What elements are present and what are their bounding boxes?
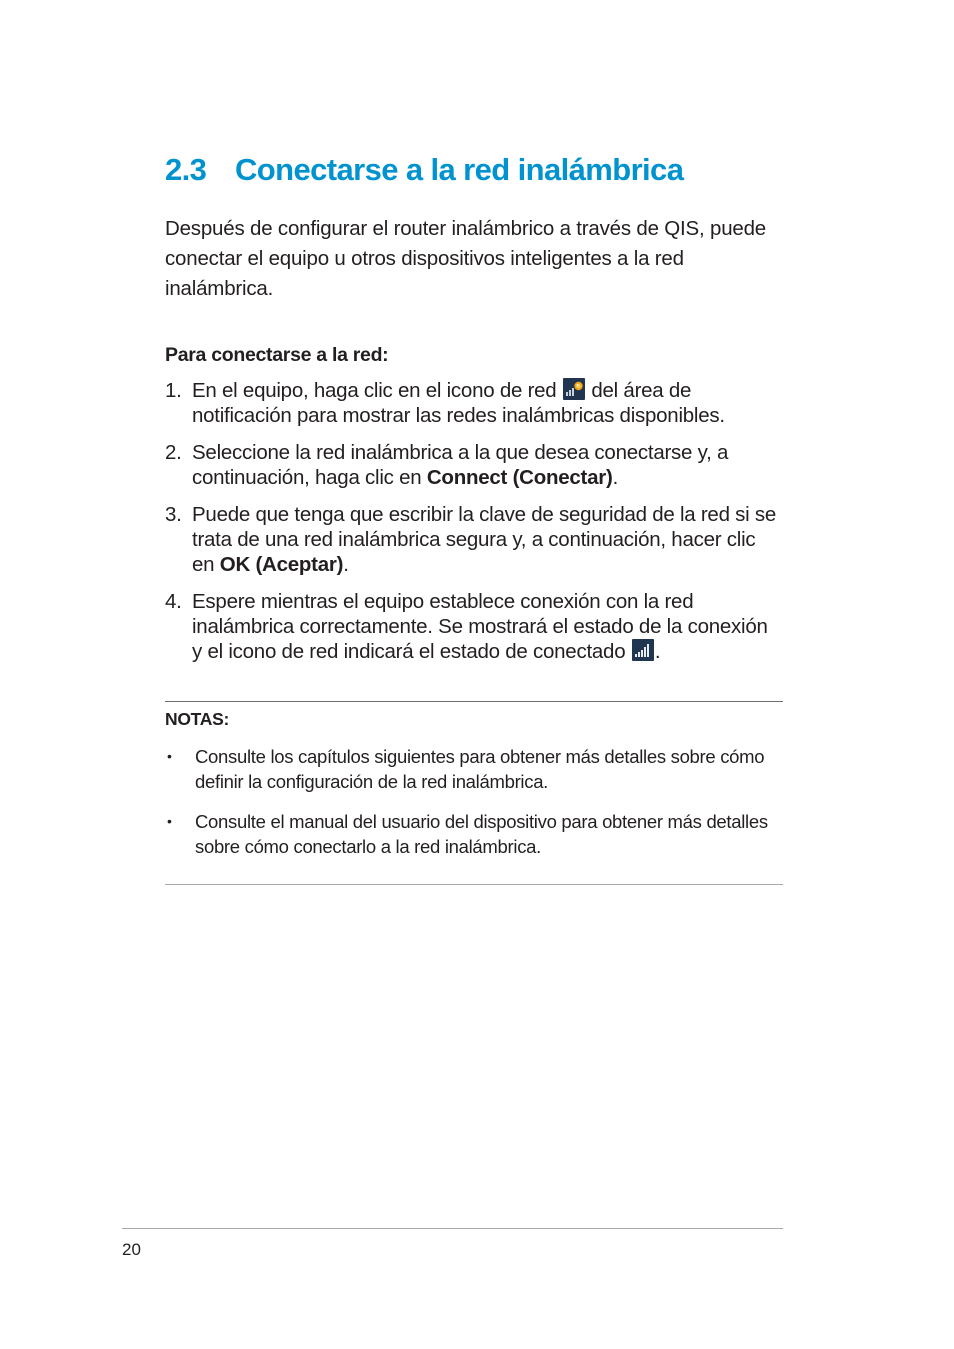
page-number: 20 — [122, 1240, 141, 1259]
note-item — [165, 809, 783, 859]
step-text — [192, 589, 783, 664]
section-title-text: Conectarse a la red inalámbrica — [235, 152, 684, 187]
page-content — [165, 148, 783, 676]
note-item — [165, 744, 783, 794]
step-text-before: Puede que tenga que escribir la clave de seguridad de la red si se trata de una red inalámbrica segura y, a continuación, hacer clic en — [192, 503, 777, 576]
notes-box — [165, 701, 783, 885]
network-connected-icon — [632, 639, 654, 661]
step-item — [165, 378, 783, 428]
ok-label: OK (Aceptar) — [219, 553, 344, 576]
page-footer — [122, 1228, 783, 1261]
section-title — [165, 148, 783, 192]
step-number: 3. — [165, 503, 182, 526]
step-number: 2. — [165, 441, 182, 464]
step-text — [192, 502, 783, 577]
notes-title: NOTAS: — [165, 709, 229, 729]
step-text-after: del área de notificación para mostrar las redes inalámbricas disponibles. — [192, 379, 725, 427]
step-item — [165, 589, 783, 664]
intro-paragraph: Después de configurar el router inalámbrico a través de QIS, puede conectar el equipo u otros dispositivos inteligentes a la red inalámbrica. — [165, 217, 766, 300]
step-item — [165, 502, 783, 577]
step-text-before: Seleccione la red inalámbrica a la que desea conectarse y, a continuación, haga clic en — [192, 441, 729, 489]
connect-label: Connect (Conectar) — [426, 466, 613, 489]
network-disconnected-icon — [563, 378, 585, 400]
step-text-before: Espere mientras el equipo establece conexión con la red inalámbrica correctamente. Se mostrará el estado de la conexión y el icono de red indicará el estado de conectado — [192, 590, 768, 663]
procedure-heading: Para conectarse a la red: — [165, 344, 389, 366]
step-number: 1. — [165, 379, 182, 402]
section-number: 2.3 — [165, 152, 207, 187]
bullet-icon: • — [167, 813, 172, 829]
steps-list — [165, 378, 783, 664]
step-text-after: . — [612, 466, 619, 489]
step-text-before: En el equipo, haga clic en el icono de red — [192, 379, 557, 402]
step-text — [192, 378, 783, 428]
step-text — [192, 440, 783, 490]
bullet-icon: • — [167, 748, 172, 764]
step-item — [165, 440, 783, 490]
step-text-after: . — [343, 553, 349, 576]
note-text: Consulte el manual del usuario del dispositivo para obtener más detalles sobre cómo conectarlo a la red inalámbrica. — [195, 811, 768, 857]
step-number: 4. — [165, 590, 182, 613]
note-text: Consulte los capítulos siguientes para obtener más detalles sobre cómo definir la configuración de la red inalámbrica. — [195, 746, 765, 792]
step-text-after: . — [654, 640, 661, 663]
